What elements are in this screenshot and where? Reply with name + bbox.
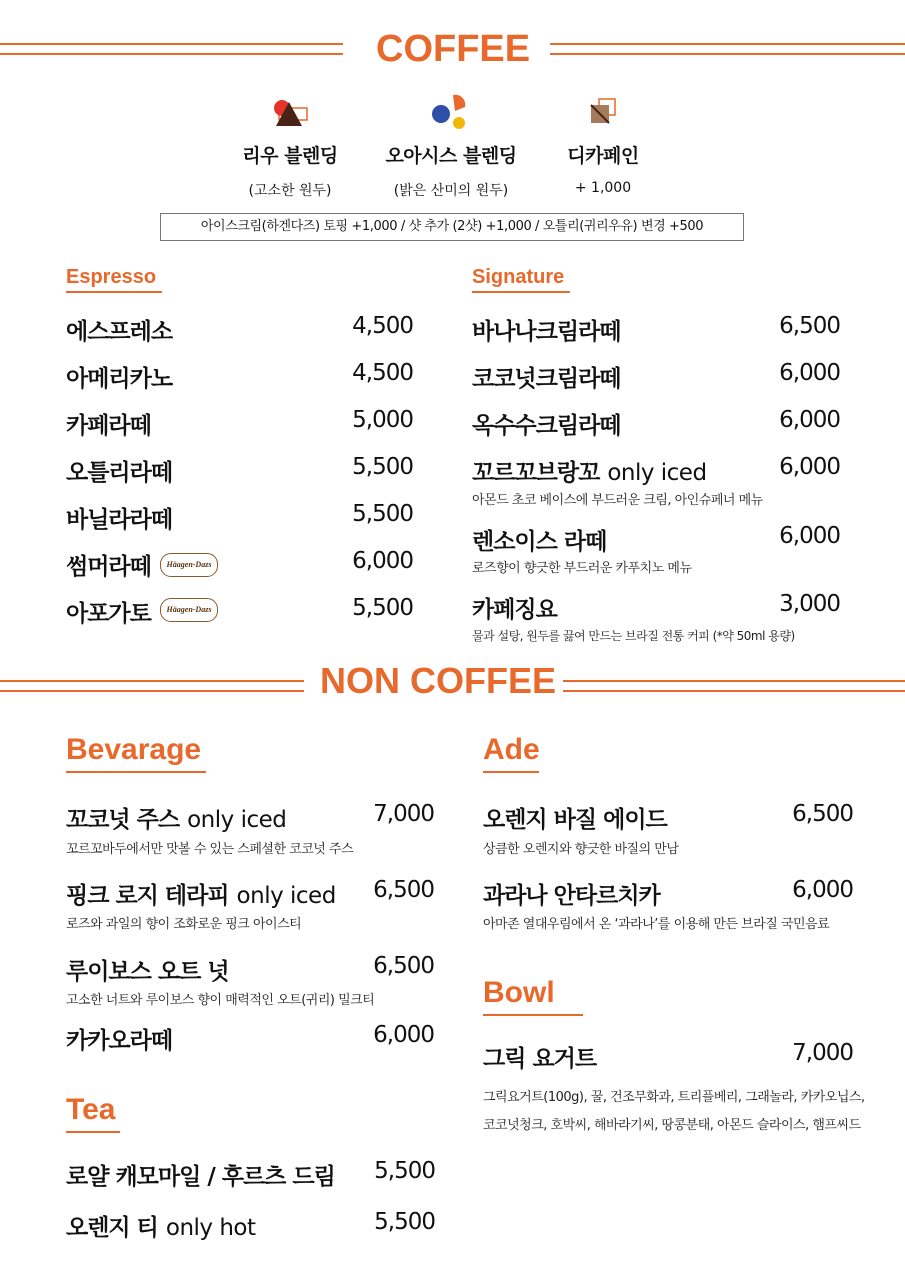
only-iced-tag: only iced xyxy=(236,883,336,909)
menu-item-name xyxy=(66,801,286,834)
menu-item-price: 6,000 xyxy=(792,877,853,903)
category-ade: Ade xyxy=(483,733,539,773)
menu-item-name: 루이보스 오트 넛 xyxy=(66,959,229,985)
coffee-rule-right xyxy=(550,43,905,55)
bean-sub: (밝은 산미의 원두) xyxy=(393,183,509,199)
bean-name: 디카페인 xyxy=(567,145,639,167)
menu-item-name: 코코넛크림라떼 xyxy=(472,366,621,392)
menu-item-price: 7,000 xyxy=(373,801,434,827)
menu-item-price: 6,500 xyxy=(792,801,853,827)
menu-item-name: 바나나크림라떼 xyxy=(472,319,621,345)
menu-item-name: 카페징요 xyxy=(472,597,557,623)
menu-item-desc: 그릭요거트(100g), 꿀, 건조무화과, 트리플베리, 그래놀라, 카카오닙스, xyxy=(483,1090,865,1105)
menu-item-price: 5,000 xyxy=(352,407,413,433)
menu-item-price: 5,500 xyxy=(374,1158,435,1184)
decaf-icon xyxy=(589,97,619,127)
menu-item-name xyxy=(66,1209,256,1242)
only-iced-tag: only iced xyxy=(187,807,287,833)
category-signature: Signature xyxy=(472,266,570,293)
coffee-title: COFFEE xyxy=(376,28,531,70)
menu-item-name: 카페라떼 xyxy=(66,413,151,439)
menu-item-name: 그릭 요거트 xyxy=(483,1046,597,1072)
menu-item-desc: 로즈와 과일의 향이 조화로운 핑크 아이스티 xyxy=(66,917,302,932)
noncoffee-title: NON COFFEE xyxy=(320,660,557,701)
bean-decaf xyxy=(523,141,683,196)
menu-item-title: 핑크 로지 테라피 xyxy=(66,883,229,909)
haagen-dazs-badge: Häagen-Dazs xyxy=(160,598,218,622)
menu-item-name: 아메리카노 xyxy=(66,366,173,392)
category-bevarage: Bevarage xyxy=(66,733,206,773)
bean-oasis xyxy=(371,141,531,200)
menu-item-price: 6,500 xyxy=(373,877,434,903)
menu-item-price: 7,000 xyxy=(792,1040,853,1066)
menu-item-name: 과라나 안타르치카 xyxy=(483,883,660,909)
menu-item-name: 옥수수크림라떼 xyxy=(472,413,621,439)
menu-item-desc: 코코넛청크, 호박씨, 해바라기씨, 땅콩분태, 아몬드 슬라이스, 햄프씨드 xyxy=(483,1118,861,1133)
options-box: 아이스크림(하겐다즈) 토핑 +1,000 / 샷 추가 (2샷) +1,000 / 오틀리(귀리우유) 변경 +500 xyxy=(160,213,744,241)
menu-item-name: 렌소이스 라떼 xyxy=(472,529,607,555)
menu-item-desc: 아마존 열대우림에서 온 ‘과라나’를 이용해 만든 브라질 국민음료 xyxy=(483,917,830,932)
menu-item-price: 6,500 xyxy=(373,953,434,979)
bean-name: 리우 블렌딩 xyxy=(242,145,338,167)
haagen-dazs-badge: Häagen-Dazs xyxy=(160,553,218,577)
menu-item-name: 오렌지 바질 에이드 xyxy=(483,807,667,833)
menu-item-price: 5,500 xyxy=(352,501,413,527)
menu-item-title: 꼬코넛 주스 xyxy=(66,807,180,833)
menu-item-name xyxy=(472,454,707,487)
menu-item-price: 5,500 xyxy=(352,595,413,621)
menu-item-price: 6,000 xyxy=(779,523,840,549)
menu-item-price: 6,000 xyxy=(352,548,413,574)
bean-sub: (고소한 원두) xyxy=(248,183,332,199)
bean-name: 오아시스 블렌딩 xyxy=(385,145,517,167)
menu-item-desc: 물과 설탕, 원두를 끓여 만드는 브라질 전통 커피 (*약 50ml 용량) xyxy=(472,629,795,643)
bean-sub: + 1,000 xyxy=(574,180,632,196)
noncoffee-rule-left xyxy=(0,680,304,692)
category-tea: Tea xyxy=(66,1093,120,1133)
only-hot-tag: only hot xyxy=(165,1215,256,1241)
menu-item-name: 아포가토 xyxy=(66,601,151,627)
menu-item-desc: 꼬르꼬바두에서만 맛볼 수 있는 스페셜한 코코넛 주스 xyxy=(66,842,354,857)
coffee-rule-left xyxy=(0,43,343,55)
menu-item-price: 5,500 xyxy=(374,1209,435,1235)
category-bowl: Bowl xyxy=(483,976,583,1016)
menu-item-price: 6,500 xyxy=(779,313,840,339)
triangle-circle-icon xyxy=(271,98,309,128)
menu-item-title: 오렌지 티 xyxy=(66,1215,158,1241)
menu-item-name xyxy=(66,877,336,910)
menu-item-name: 썸머라떼 xyxy=(66,554,151,580)
dots-icon xyxy=(429,93,471,131)
bean-rio xyxy=(210,141,370,200)
menu-item-price: 4,500 xyxy=(352,313,413,339)
noncoffee-rule-right xyxy=(563,680,905,692)
menu-item-price: 6,000 xyxy=(779,454,840,480)
menu-item-price: 4,500 xyxy=(352,360,413,386)
menu-item-desc: 로즈향이 향긋한 부드러운 카푸치노 메뉴 xyxy=(472,561,692,576)
only-iced-tag: only iced xyxy=(607,460,707,486)
category-espresso: Espresso xyxy=(66,266,162,293)
menu-item-price: 6,000 xyxy=(373,1022,434,1048)
menu-item-price: 6,000 xyxy=(779,407,840,433)
menu-item-title: 꼬르꼬브랑꼬 xyxy=(472,460,600,486)
menu-item-price: 3,000 xyxy=(779,591,840,617)
menu-item-desc: 고소한 너트와 루이보스 향이 매력적인 오트(귀리) 밀크티 xyxy=(66,993,375,1008)
menu-item-name: 로얄 캐모마일 / 후르츠 드림 xyxy=(66,1164,335,1190)
menu-item-price: 6,000 xyxy=(779,360,840,386)
menu-item-name: 오틀리라떼 xyxy=(66,460,173,486)
menu-item-name: 에스프레소 xyxy=(66,319,173,345)
menu-item-desc: 아몬드 초코 베이스에 부드러운 크림, 아인슈페너 메뉴 xyxy=(472,493,763,508)
menu-item-desc: 상큼한 오렌지와 향긋한 바질의 만남 xyxy=(483,842,679,857)
menu-item-name: 카카오라떼 xyxy=(66,1028,173,1054)
menu-item-price: 5,500 xyxy=(352,454,413,480)
menu-item-name: 바닐라라떼 xyxy=(66,507,173,533)
